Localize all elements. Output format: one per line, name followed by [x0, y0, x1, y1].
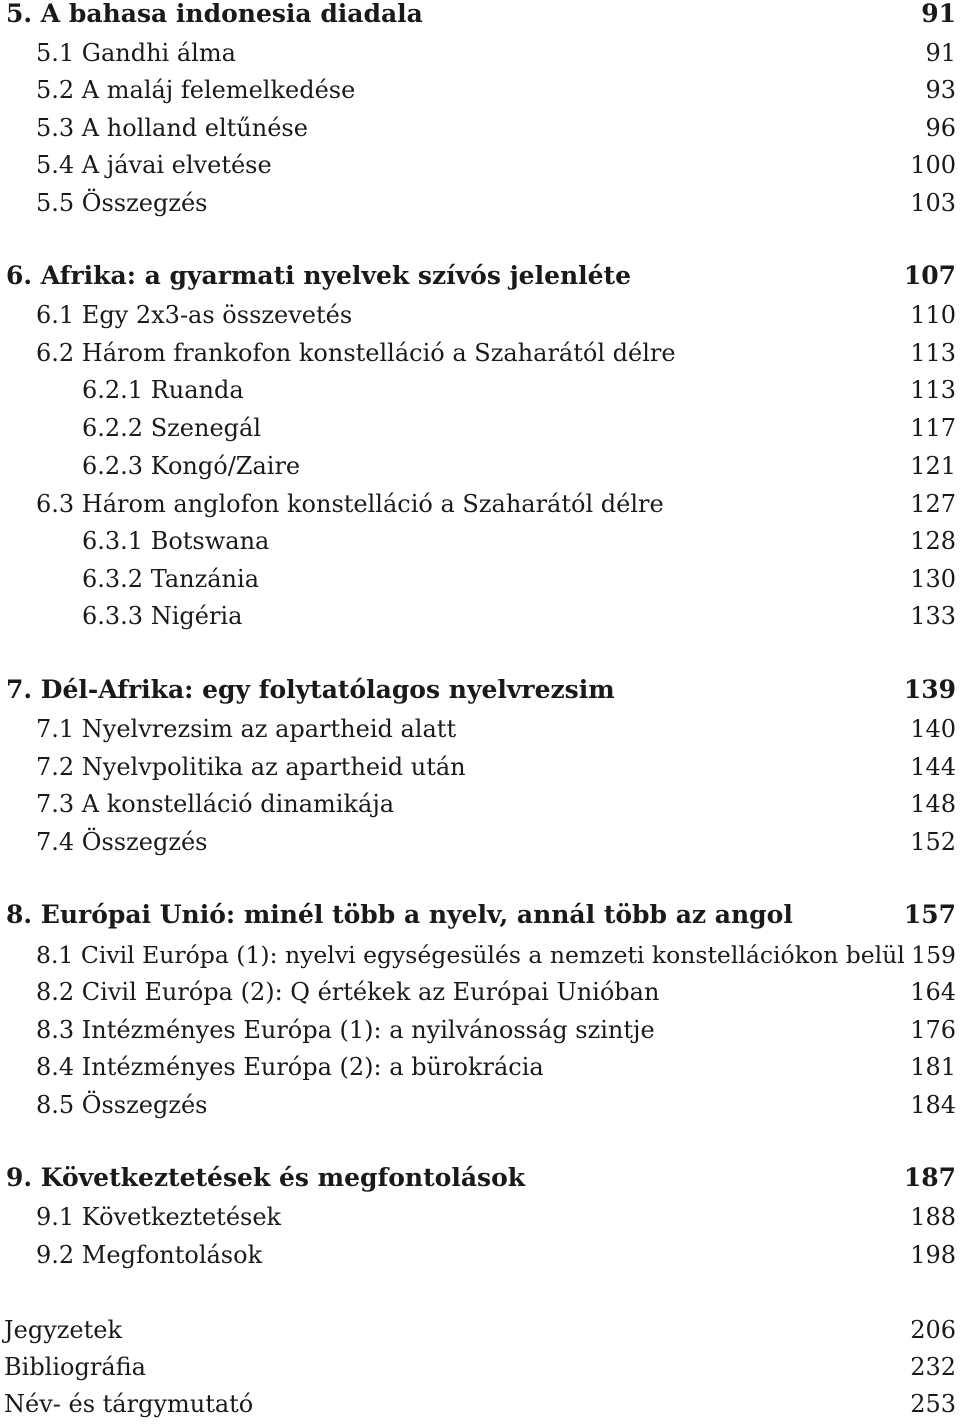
toc-section-6-3[interactable]: [0, 486, 956, 522]
toc-section-5-5[interactable]: [0, 185, 956, 221]
toc-section-8-4[interactable]: [0, 1049, 956, 1085]
toc-chapter-9[interactable]: [0, 1160, 956, 1196]
toc-entry-title: Jegyzetek: [4, 1316, 122, 1344]
toc-entry-page: 121: [910, 452, 956, 480]
toc-entry-page: 113: [910, 376, 956, 404]
toc-entry-page: 181: [910, 1053, 956, 1081]
toc-entry-page: 164: [910, 978, 956, 1006]
toc-subsection-6-2-3[interactable]: [0, 448, 956, 484]
toc-entry-title: 6.2.3 Kongó/Zaire: [82, 452, 301, 480]
toc-entry-title: 6.2.2 Szenegál: [82, 414, 261, 442]
toc-entry-page: 107: [903, 261, 956, 290]
toc-subsection-6-3-1[interactable]: [0, 523, 956, 559]
toc-entry-page: 188: [910, 1203, 956, 1231]
toc-entry-title: 7.4 Összegzés: [36, 828, 208, 856]
toc-section-8-2[interactable]: [0, 974, 956, 1010]
toc-section-9-2[interactable]: [0, 1237, 956, 1273]
toc-entry-page: 91: [925, 39, 956, 67]
toc-entry-title: 5.5 Összegzés: [36, 189, 208, 217]
toc-entry-page: 184: [910, 1091, 956, 1119]
toc-entry-title: 6.2.1 Ruanda: [82, 376, 244, 404]
toc-entry-page: 139: [903, 675, 956, 704]
toc-subsection-6-2-1[interactable]: [0, 372, 956, 408]
toc-entry-page: 206: [910, 1316, 956, 1344]
toc-entry-title: 5.4 A jávai elvetése: [36, 151, 272, 179]
toc-section-8-5[interactable]: [0, 1087, 956, 1123]
toc-entry-page: 198: [910, 1241, 956, 1269]
toc-entry-title: 6.2 Három frankofon konstelláció a Szaharától délre: [36, 339, 676, 367]
toc-section-7-3[interactable]: [0, 786, 956, 822]
toc-entry-page: 159: [911, 941, 956, 969]
toc-entry-title: 8. Európai Unió: minél több a nyelv, annál több az angol: [6, 900, 793, 929]
toc-entry-title: 5.3 A holland eltűnése: [36, 114, 308, 142]
toc-entry-page: 176: [910, 1016, 956, 1044]
toc-entry-page: 187: [903, 1163, 956, 1192]
toc-entry-title: Név- és tárgymutató: [4, 1390, 254, 1418]
toc-entry-title: 9.1 Következtetések: [36, 1203, 282, 1231]
toc-entry-title: 7.2 Nyelvpolitika az apartheid után: [36, 753, 466, 781]
toc-subsection-6-2-2[interactable]: [0, 410, 956, 446]
toc-entry-page: 110: [910, 301, 956, 329]
toc-entry-page: 232: [910, 1353, 956, 1381]
toc-entry-title: 7. Dél-Afrika: egy folytatólagos nyelvrezsim: [6, 675, 615, 704]
toc-entry-title: 5. A bahasa indonesia diadala: [6, 0, 423, 28]
toc-entry-title: 6.3.3 Nigéria: [82, 602, 243, 630]
toc-entry-title: 6.1 Egy 2x3-as összevetés: [36, 301, 353, 329]
toc-notes[interactable]: [0, 1312, 956, 1348]
toc-section-7-4[interactable]: [0, 824, 956, 860]
toc-section-8-3[interactable]: [0, 1012, 956, 1048]
toc-entry-page: 133: [910, 602, 956, 630]
toc-entry-page: 117: [910, 414, 956, 442]
toc-subsection-6-3-3[interactable]: [0, 598, 956, 634]
toc-subsection-6-3-2[interactable]: [0, 561, 956, 597]
toc-section-5-4[interactable]: [0, 147, 956, 183]
toc-entry-title: 9.2 Megfontolások: [36, 1241, 263, 1269]
toc-entry-page: 113: [910, 339, 956, 367]
toc-entry-title: 8.4 Intézményes Európa (2): a bürokrácia: [36, 1053, 544, 1081]
toc-entry-page: 100: [910, 151, 956, 179]
toc-entry-page: 128: [910, 527, 956, 555]
toc-bibliography[interactable]: [0, 1349, 956, 1385]
toc-entry-page: 140: [910, 715, 956, 743]
toc-section-5-3[interactable]: [0, 110, 956, 146]
toc-section-6-1[interactable]: [0, 297, 956, 333]
toc-entry-title: 6.3 Három anglofon konstelláció a Szaharától délre: [36, 490, 664, 518]
toc-entry-title: 9. Következtetések és megfontolások: [6, 1163, 526, 1192]
toc-entry-title: Bibliográfia: [4, 1353, 146, 1381]
toc-entry-page: 127: [910, 490, 956, 518]
toc-chapter-7[interactable]: [0, 672, 956, 708]
toc-entry-title: 7.3 A konstelláció dinamikája: [36, 790, 395, 818]
toc-entry-title: 8.1 Civil Európa (1): nyelvi egységesülés a nemzeti konstellációkon belül: [36, 941, 905, 969]
toc-entry-page: 103: [910, 189, 956, 217]
toc-entry-page: 144: [910, 753, 956, 781]
toc-chapter-6[interactable]: [0, 258, 956, 294]
toc-entry-page: 93: [925, 76, 956, 104]
toc-section-9-1[interactable]: [0, 1199, 956, 1235]
toc-entry-page: 157: [903, 900, 956, 929]
toc-section-6-2[interactable]: [0, 335, 956, 371]
toc-entry-title: 6.3.1 Botswana: [82, 527, 270, 555]
toc-entry-title: 6. Afrika: a gyarmati nyelvek szívós jelenléte: [6, 261, 632, 290]
toc-entry-title: 7.1 Nyelvrezsim az apartheid alatt: [36, 715, 457, 743]
toc-entry-title: 6.3.2 Tanzánia: [82, 565, 259, 593]
toc-chapter-8[interactable]: [0, 897, 956, 933]
toc-index[interactable]: [0, 1386, 956, 1422]
toc-section-7-1[interactable]: [0, 711, 956, 747]
toc-section-8-1[interactable]: [0, 937, 956, 973]
toc-chapter-5[interactable]: [0, 0, 956, 32]
toc-entry-page: 253: [910, 1390, 956, 1418]
toc-entry-title: 5.1 Gandhi álma: [36, 39, 236, 67]
toc-entry-page: 130: [910, 565, 956, 593]
toc-entry-title: 8.5 Összegzés: [36, 1091, 208, 1119]
toc-entry-page: 96: [925, 114, 956, 142]
toc-section-5-1[interactable]: [0, 35, 956, 71]
toc-section-5-2[interactable]: [0, 72, 956, 108]
toc-entry-page: 152: [910, 828, 956, 856]
toc-entry-title: 8.3 Intézményes Európa (1): a nyilvánosság szintje: [36, 1016, 655, 1044]
toc-entry-page: 91: [921, 0, 956, 28]
toc-entry-title: 5.2 A maláj felemelkedése: [36, 76, 356, 104]
toc-entry-page: 148: [910, 790, 956, 818]
toc-entry-title: 8.2 Civil Európa (2): Q értékek az Európai Unióban: [36, 978, 660, 1006]
toc-section-7-2[interactable]: [0, 749, 956, 785]
